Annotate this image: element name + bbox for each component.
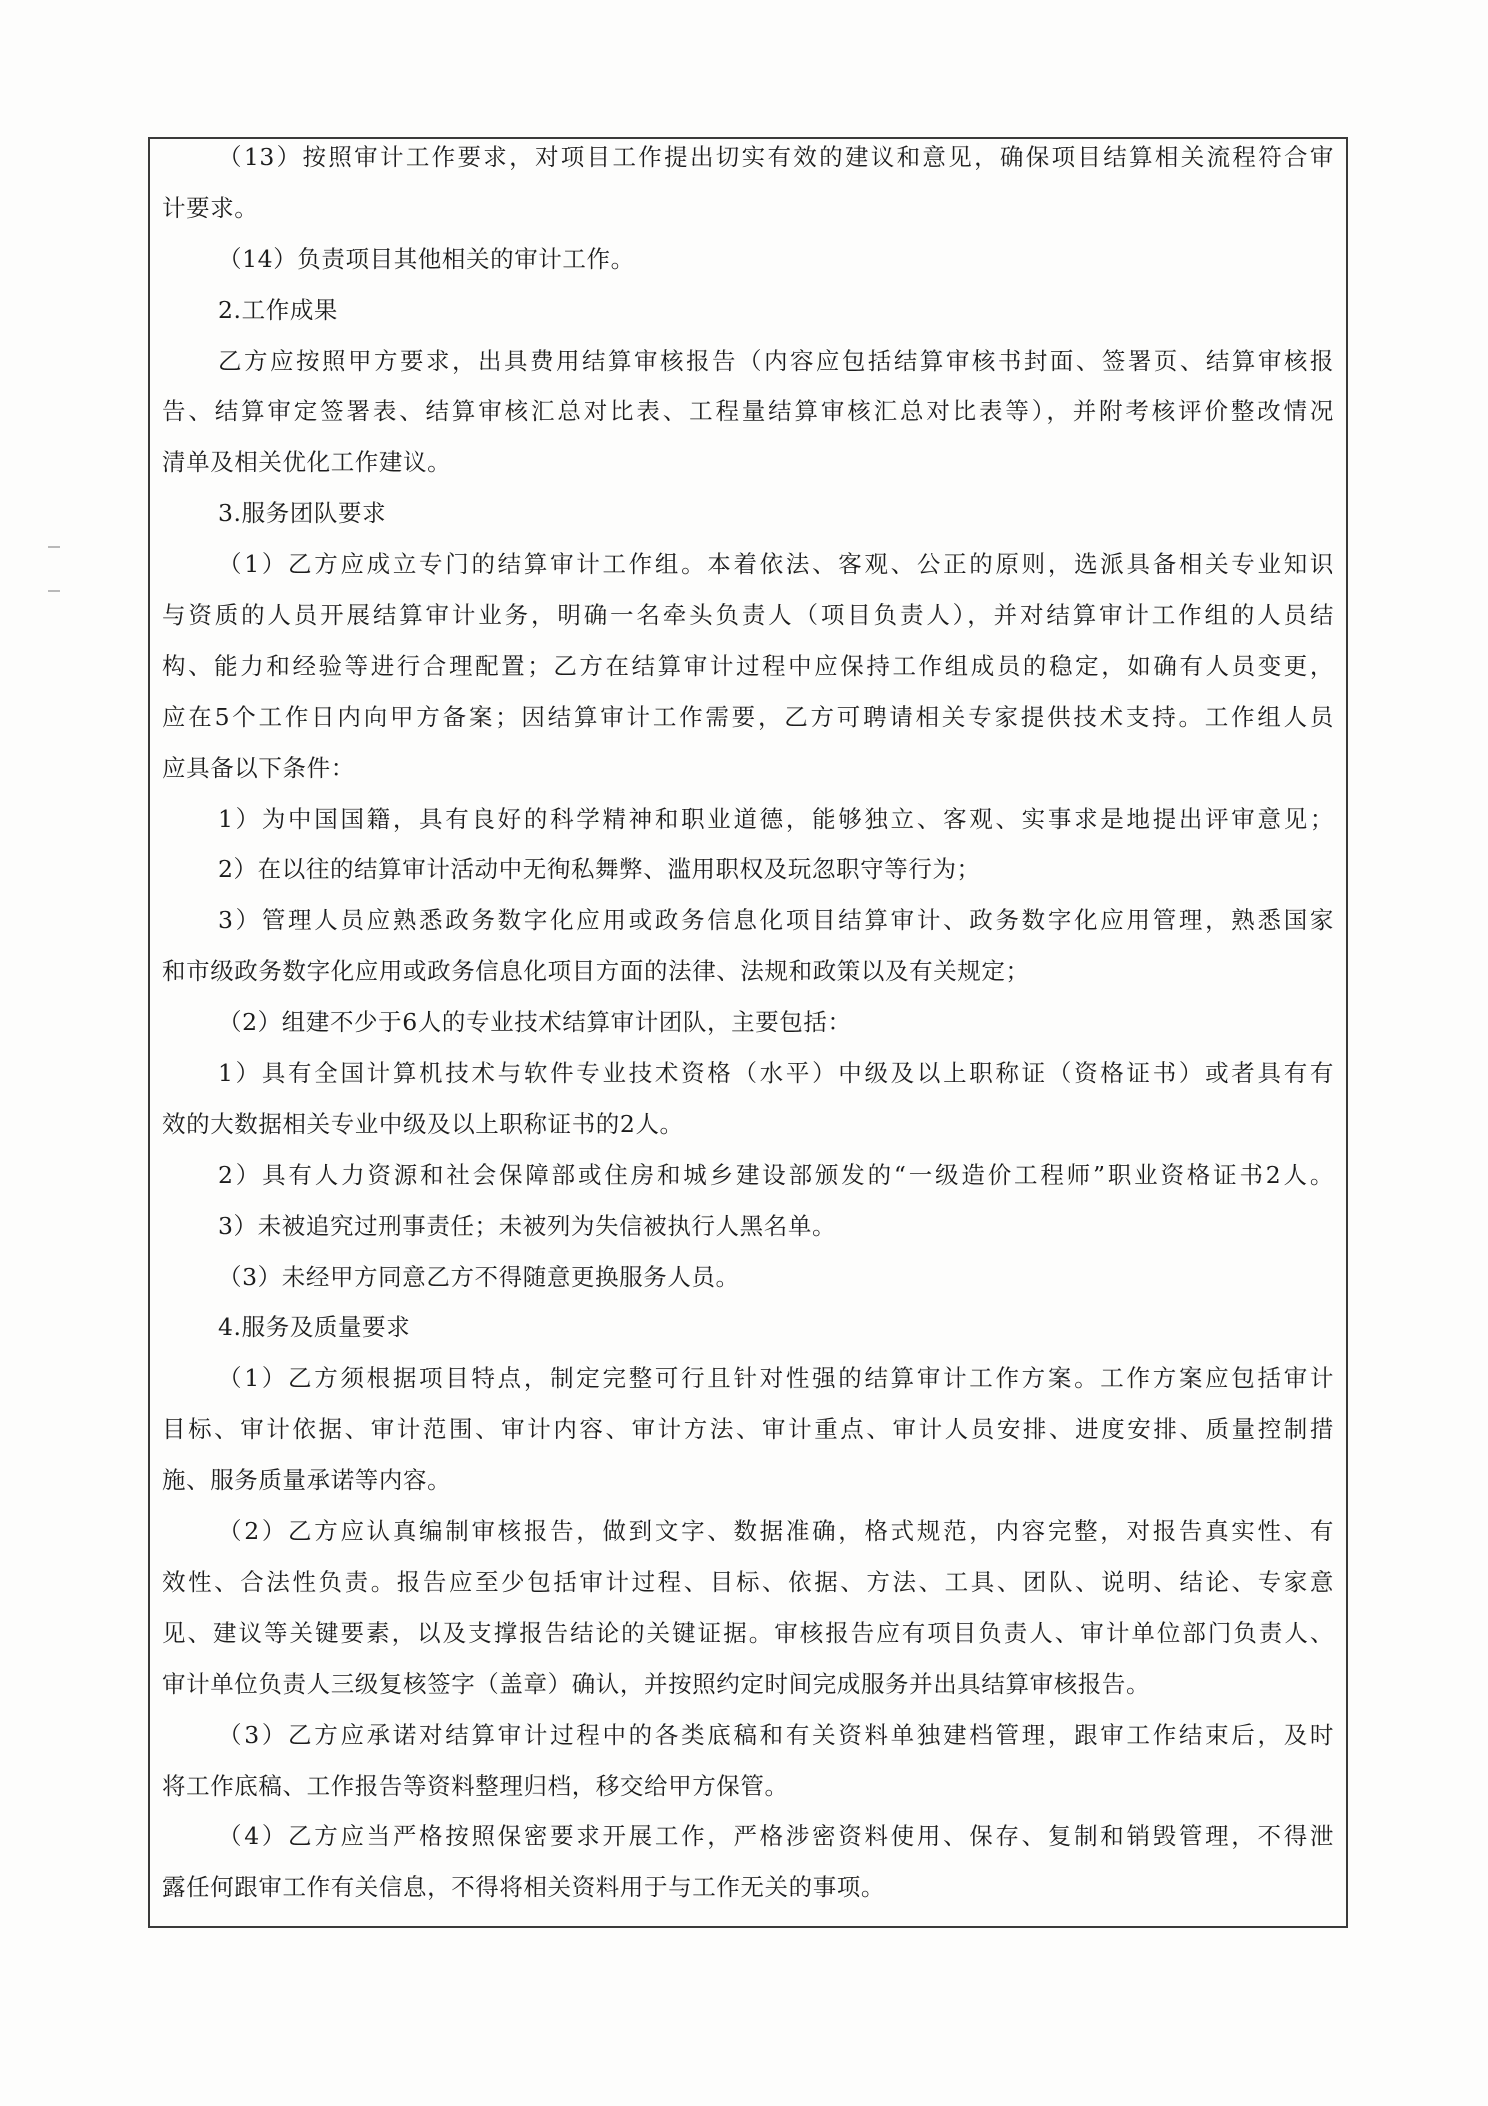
scan-mark [48, 590, 60, 592]
text-line: 应在5个工作日内向甲方备案；因结算审计工作需要，乙方可聘请相关专家提供技术支持。工作组人员 [162, 702, 1334, 731]
seal-fragment-top [1343, 903, 1488, 937]
text-line: 露任何跟审工作有关信息，不得将相关资料用于与工作无关的事项。 [162, 1873, 885, 1902]
text-line: 计要求。 [162, 193, 259, 222]
text-line: 1）具有全国计算机技术与软件专业技术资格（水平）中级及以上职称证（资格证书）或者具有有 [218, 1059, 1334, 1088]
text-line: 乙方应按照甲方要求，出具费用结算审核报告（内容应包括结算审核书封面、签署页、结算审核报 [218, 346, 1334, 375]
text-line: 2）在以往的结算审计活动中无徇私舞弊、滥用职权及玩忽职守等行为； [218, 855, 981, 884]
text-line: 3.服务团队要求 [218, 499, 387, 528]
text-line: （2）乙方应认真编制审核报告，做到文字、数据准确，格式规范，内容完整，对报告真实性、有 [218, 1517, 1334, 1546]
text-line: 与资质的人员开展结算审计业务，明确一名牵头负责人（项目负责人），并对结算审计工作组的人员结 [162, 601, 1334, 630]
text-line: 构、能力和经验等进行合理配置；乙方在结算审计过程中应保持工作组成员的稳定，如确有人员变更， [162, 651, 1334, 680]
text-line: 效性、合法性负责。报告应至少包括审计过程、目标、依据、方法、工具、团队、说明、结论、专家意 [162, 1567, 1334, 1596]
text-line: （1）乙方须根据项目特点，制定完整可行且针对性强的结算审计工作方案。工作方案应包括审计 [218, 1364, 1334, 1393]
text-line: （4）乙方应当严格按照保密要求开展工作，严格涉密资料使用、保存、复制和销毁管理，不得泄 [218, 1822, 1334, 1851]
text-line: 审计单位负责人三级复核签字（盖章）确认，并按照约定时间完成服务并出具结算审核报告。 [162, 1669, 1151, 1698]
text-line: 施、服务质量承诺等内容。 [162, 1466, 452, 1495]
text-line: （1）乙方应成立专门的结算审计工作组。本着依法、客观、公正的原则，选派具备相关专业知识 [218, 550, 1334, 579]
text-line: （3）乙方应承诺对结算审计过程中的各类底稿和有关资料单独建档管理，跟审工作结束后，及时 [218, 1720, 1334, 1749]
text-line: 1）为中国国籍，具有良好的科学精神和职业道德，能够独立、客观、实事求是地提出评审意见； [218, 804, 1334, 833]
scan-mark [48, 546, 60, 548]
document-body [162, 132, 1334, 1912]
text-line: 和市级政务数字化应用或政务信息化项目方面的法律、法规和政策以及有关规定； [162, 957, 1030, 986]
text-line: 3）管理人员应熟悉政务数字化应用或政务信息化项目结算审计、政务数字化应用管理，熟悉国家 [218, 906, 1334, 935]
text-line: 2.工作成果 [218, 295, 339, 324]
text-line: （13）按照审计工作要求，对项目工作提出切实有效的建议和意见，确保项目结算相关流程符合审 [218, 143, 1334, 171]
seal-fragment-bottom [1323, 1483, 1488, 1517]
text-line: 清单及相关优化工作建议。 [162, 448, 452, 477]
text-line: 2）具有人力资源和社会保障部或住房和城乡建设部颁发的“一级造价工程师”职业资格证书2人。 [218, 1160, 1334, 1189]
text-line: （14）负责项目其他相关的审计工作。 [218, 244, 635, 273]
text-line: 将工作底稿、工作报告等资料整理归档，移交给甲方保管。 [162, 1771, 789, 1800]
text-line: （2）组建不少于6人的专业技术结算审计团队，主要包括： [218, 1008, 852, 1037]
text-line: 目标、审计依据、审计范围、审计内容、审计方法、审计重点、审计人员安排、进度安排、质量控制措 [162, 1415, 1334, 1444]
text-line: 告、结算审定签署表、结算审核汇总对比表、工程量结算审核汇总对比表等），并附考核评价整改情况 [162, 397, 1334, 426]
text-line: 4.服务及质量要求 [218, 1313, 411, 1342]
text-line: 3）未被追究过刑事责任；未被列为失信被执行人黑名单。 [218, 1211, 837, 1240]
text-line: 应具备以下条件： [162, 753, 355, 782]
text-line: （3）未经甲方同意乙方不得随意更换服务人员。 [218, 1262, 740, 1291]
text-line: 见、建议等关键要素，以及支撑报告结论的关键证据。审核报告应有项目负责人、审计单位部门负责人、 [162, 1618, 1334, 1647]
text-line: 效的大数据相关专业中级及以上职称证书的2人。 [162, 1109, 684, 1138]
